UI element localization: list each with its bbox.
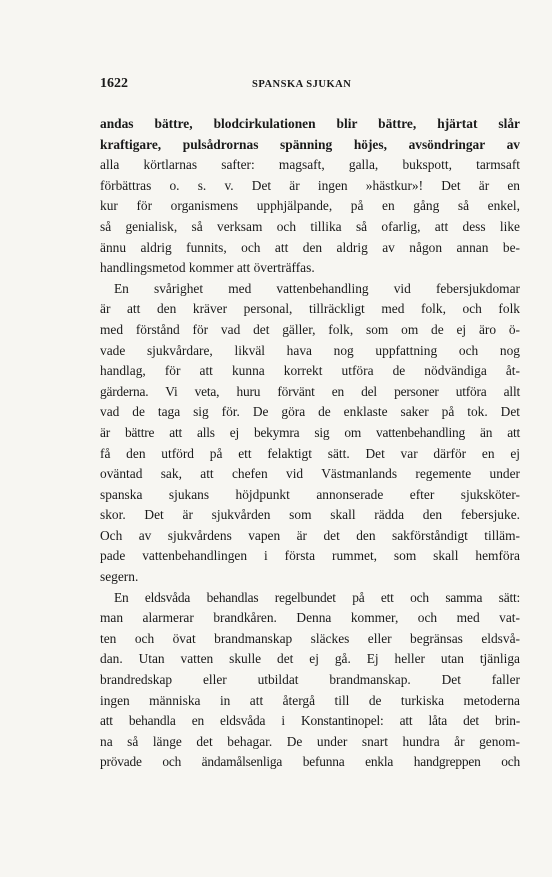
text-line: få den utförd på ett felaktigt sätt. Det var därför en ej — [100, 445, 520, 461]
text-line: ingen människa in att återgå till de turkiska metoderna — [100, 692, 520, 708]
text-line: brandredskap eller utbildat brandmanskap. Det faller — [100, 672, 520, 688]
text-line: segern. — [100, 569, 139, 585]
text-line: är att den kräver personal, tillräckligt med folk, och folk — [100, 301, 520, 317]
text-line: ännu aldrig funnits, och att den aldrig av någon annan be- — [100, 239, 520, 255]
book-page — [100, 76, 520, 773]
text-line: kur för organismens upphjälpande, på en gång så enkel, — [100, 198, 520, 214]
paragraph-2 — [100, 279, 520, 588]
text-line: prövade och ändamålsenliga befunna enkla handgreppen och — [100, 754, 520, 770]
text-line: gärderna. Vi veta, huru förvänt en del personer utföra allt — [100, 383, 520, 399]
running-head: SPANSKA SJUKAN — [252, 79, 352, 90]
text-line: andas bättre, blodcirkulationen blir bättre, hjärtat slår — [100, 116, 520, 131]
paragraph-3 — [100, 588, 520, 773]
text-line: ten och övat brandmanskap släckes eller begränsas eldsvå- — [100, 630, 520, 646]
text-line: En eldsvåda behandlas regelbundet på ett och samma sätt: — [114, 589, 520, 605]
text-line: alla körtlarnas safter: magsaft, galla, bukspott, tarmsaft — [100, 157, 520, 173]
text-line: oväntad sak, att chefen vid Västmanlands regemente under — [100, 466, 520, 482]
text-line: En svårighet med vattenbehandling vid febersjukdomar — [114, 280, 520, 296]
text-line: skor. Det är sjukvården som skall rädda den febersjuke. — [100, 507, 520, 523]
text-line: är bättre att alls ej bekymra sig om vattenbehandling än att — [100, 424, 520, 440]
text-line: kraftigare, pulsådrornas spänning höjes, avsöndringar av — [100, 136, 520, 152]
page-number: 1622 — [100, 76, 128, 91]
paragraph-1 — [100, 114, 520, 279]
text-line: så genialisk, så verksam och tillika så ofarlig, att dess like — [100, 218, 520, 234]
text-line: förbättras o. s. v. Det är ingen »hästkur»! Det är en — [100, 177, 520, 193]
page-header — [100, 76, 520, 92]
text-line: man alarmerar brandkåren. Denna kommer, och med vat- — [100, 610, 520, 626]
text-line: med förstånd för vad det gäller, folk, som om de ej äro ö- — [100, 321, 520, 337]
text-line: att behandla en eldsvåda i Konstantinopel: att låta det brin- — [100, 713, 520, 729]
text-line: handlingsmetod kommer att överträffas. — [100, 260, 315, 276]
text-line: handlag, för att kunna korrekt utföra de nödvändiga åt- — [100, 363, 520, 379]
text-line: Och av sjukvårdens vapen är det den sakförståndigt tilläm- — [100, 527, 520, 543]
text-line: spanska sjukans höjdpunkt annonserade efter sjuksköter- — [100, 486, 520, 502]
text-line: dan. Utan vatten skulle det ej gå. Ej heller utan tjänliga — [100, 651, 520, 667]
text-line: vade sjukvårdare, likväl hava nog uppfattning och nog — [100, 342, 520, 358]
text-line: pade vattenbehandlingen i första rummet, som skall hemföra — [100, 548, 520, 564]
text-line: vad de taga sig för. De göra de enklaste saker på tok. Det — [100, 404, 520, 420]
text-line: na så länge det behagar. De under snart hundra år genom- — [100, 733, 520, 749]
